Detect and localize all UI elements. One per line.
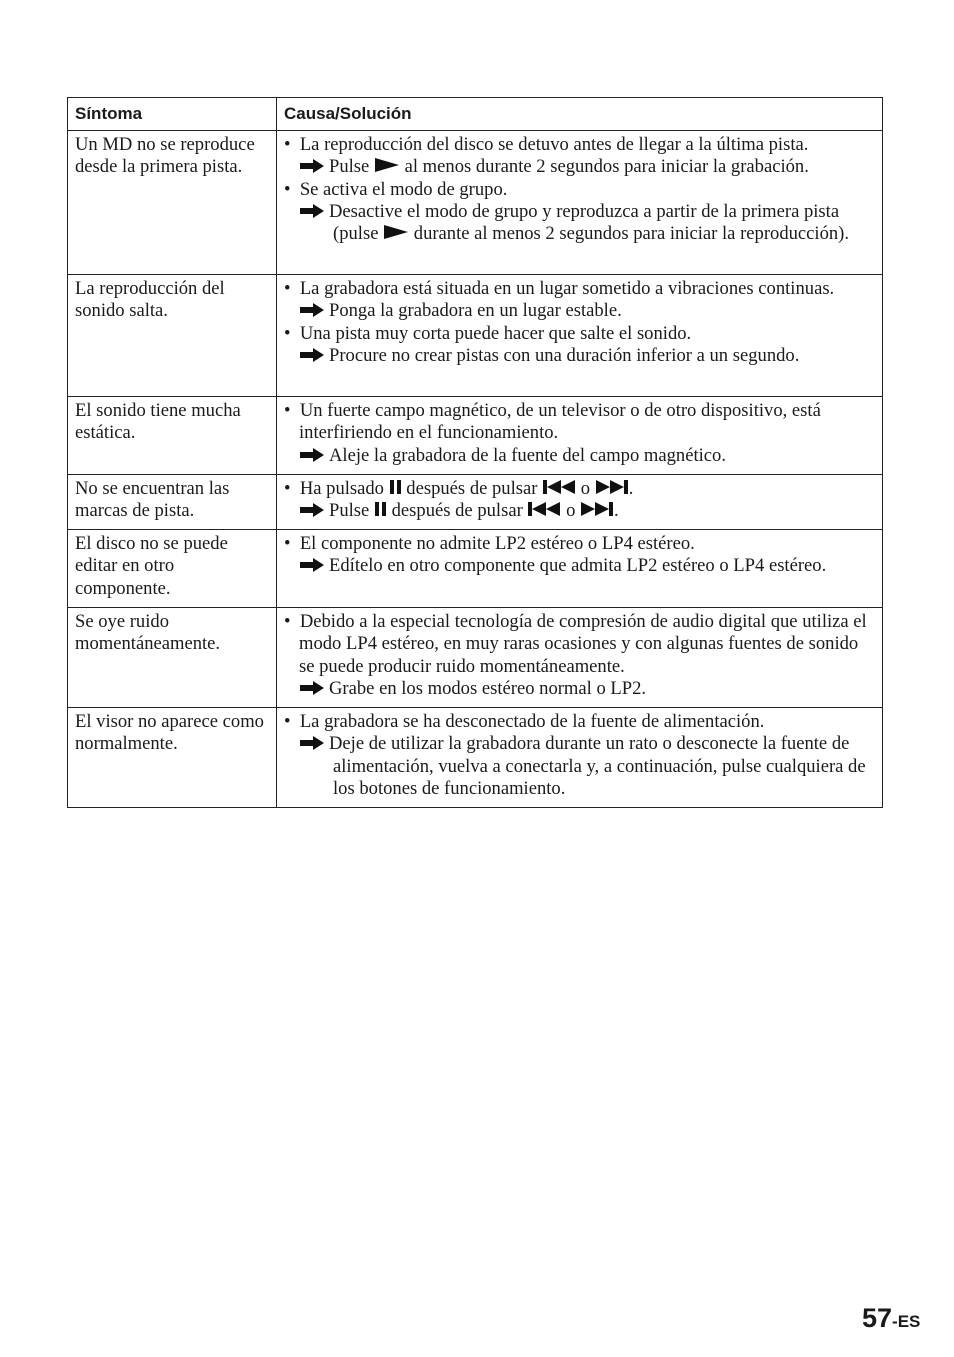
cause-cell (277, 708, 883, 808)
right-arrow-icon (299, 158, 329, 174)
solution-item: Pulse al menos durante 2 segundos para iniciar la grabación. (284, 156, 875, 178)
next-track-icon (580, 501, 614, 517)
table-row (68, 397, 883, 475)
cause-cell (277, 275, 883, 397)
table-row (68, 275, 883, 397)
symptom-cell: Un MD no se reproduce desde la primera pista. (68, 131, 277, 275)
bullet-item: • Un fuerte campo magnético, de un televisor o de otro dispositivo, está interfiriendo en el funcionamiento. (284, 400, 821, 444)
table-row (68, 131, 883, 275)
solution-item: Edítelo en otro componente que admita LP2 estéreo o LP4 estéreo. (284, 555, 875, 577)
cause-cell (277, 475, 883, 530)
bullet-item: • La grabadora se ha desconectado de la fuente de alimentación. (284, 711, 765, 732)
solution-item: Deje de utilizar la grabadora durante un rato o desconecte la fuente de alimentación, vuelva a conectarla y, a continuación, pulse cualquiera de los botones de funcionamiento. (284, 733, 875, 800)
symptom-cell: El visor no aparece como normalmente. (68, 708, 277, 808)
right-arrow-icon (299, 347, 329, 363)
solution-item: Ponga la grabadora en un lugar estable. (284, 300, 875, 322)
right-arrow-icon (299, 502, 329, 518)
cause-cell (277, 397, 883, 475)
play-icon (374, 157, 400, 173)
previous-track-icon (527, 501, 561, 517)
cause-cell (277, 530, 883, 608)
bullet-item: • La reproducción del disco se detuvo antes de llegar a la última pista. (284, 134, 809, 155)
troubleshooting-table (67, 97, 883, 808)
table-row (68, 608, 883, 708)
right-arrow-icon (299, 302, 329, 318)
bullet-item: • Una pista muy corta puede hacer que salte el sonido. (284, 322, 692, 344)
table-row (68, 708, 883, 808)
symptom-cell: No se encuentran las marcas de pista. (68, 475, 277, 530)
pause-icon (374, 501, 387, 517)
right-arrow-icon (299, 447, 329, 463)
symptom-cell: El sonido tiene mucha estática. (68, 397, 277, 475)
bullet-item: • La grabadora está situada en un lugar sometido a vibraciones continuas. (284, 278, 835, 299)
right-arrow-icon (299, 680, 329, 696)
cause-cell (277, 131, 883, 275)
page-number: 57-ES (862, 1303, 921, 1333)
solution-item: Desactive el modo de grupo y reproduzca a partir de la primera pista (pulse durante al menos 2 segundos para iniciar la reproducción). (284, 201, 875, 246)
table-row (68, 475, 883, 530)
bullet-item: • El componente no admite LP2 estéreo o LP4 estéreo. (284, 533, 695, 554)
symptom-cell: El disco no se puede editar en otro componente. (68, 530, 277, 608)
symptom-cell: Se oye ruido momentáneamente. (68, 608, 277, 708)
pause-icon (389, 479, 402, 495)
cause-cell (277, 608, 883, 708)
solution-item: Pulse después de pulsar o . (284, 500, 875, 522)
solution-item: Procure no crear pistas con una duración inferior a un segundo. (284, 345, 875, 367)
play-icon (383, 224, 409, 240)
table-row (68, 530, 883, 608)
next-track-icon (595, 479, 629, 495)
right-arrow-icon (299, 203, 329, 219)
symptom-cell: La reproducción del sonido salta. (68, 275, 277, 397)
previous-track-icon (542, 479, 576, 495)
right-arrow-icon (299, 735, 329, 751)
header-symptom: Síntoma (68, 98, 277, 131)
solution-item: Grabe en los modos estéreo normal o LP2. (284, 678, 875, 700)
bullet-item: • Debido a la especial tecnología de compresión de audio digital que utiliza el modo LP4 estéreo, en muy raras ocasiones y con algunas fuentes de sonido se puede producir ruido momentáneamente. (284, 611, 867, 677)
solution-item: Aleje la grabadora de la fuente del campo magnético. (284, 445, 875, 467)
table-header-row (68, 98, 883, 131)
header-cause-solution: Causa/Solución (277, 98, 883, 131)
right-arrow-icon (299, 557, 329, 573)
bullet-item: • Se activa el modo de grupo. (284, 178, 508, 200)
bullet-item: • Ha pulsado después de pulsar o . (284, 478, 634, 499)
